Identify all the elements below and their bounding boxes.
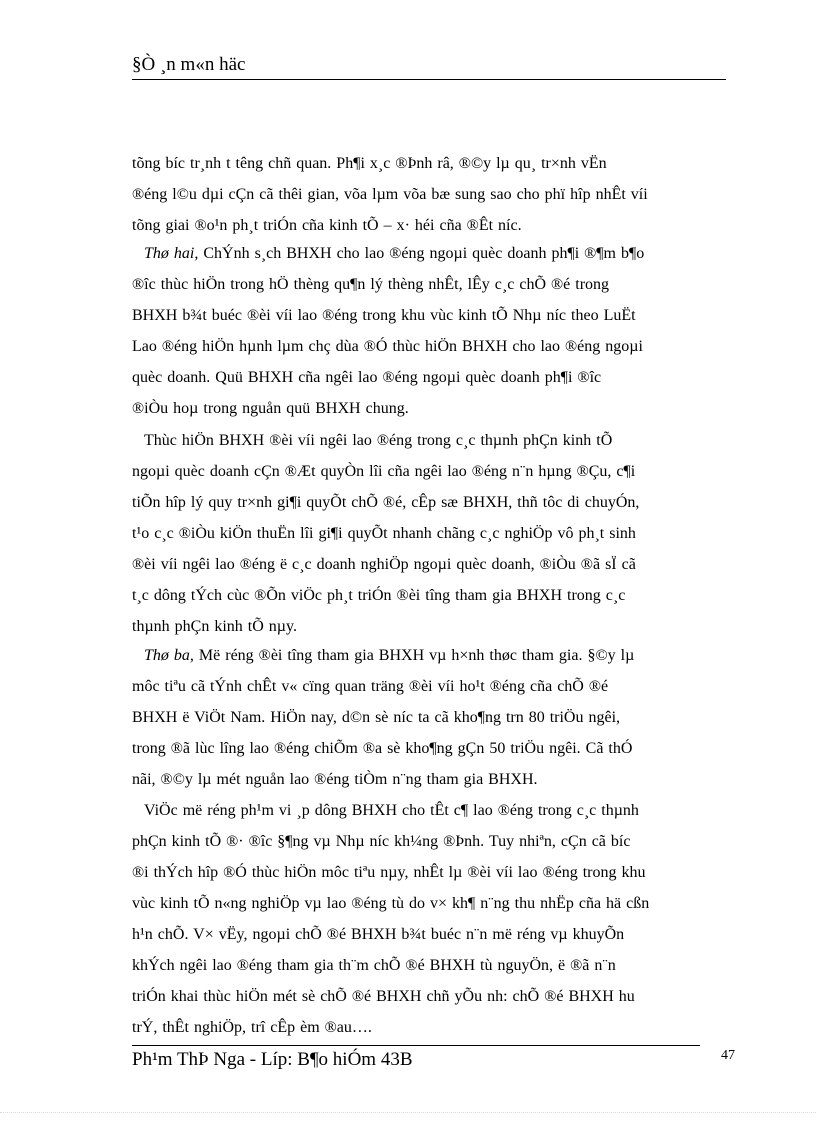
page-header bbox=[132, 52, 726, 82]
header-rule bbox=[132, 79, 726, 80]
text-line: triÓn khai thùc hiÖn mét sè chÕ ®é BHXH chñ yÕu nh: chÕ ®é BHXH hu bbox=[132, 988, 635, 1005]
page-number: 47 bbox=[721, 1048, 735, 1063]
paragraph-start-line: ViÖc më réng ph¹m vi ¸p dông BHXH cho tÊt c¶ lao ®éng trong c¸c thµnh bbox=[144, 802, 639, 819]
paragraph-start-line bbox=[144, 645, 634, 667]
document-title: §Ò ¸n m«n häc bbox=[132, 54, 246, 75]
page-bottom-border bbox=[0, 1112, 816, 1113]
text-line: tõng bíc tr¸nh t têng chñ quan. Ph¶i x¸c ®Þnh râ, ®©y lµ qu¸ tr×nh vËn bbox=[132, 155, 607, 172]
text-line: ®iÒu hoµ trong nguån quü BHXH chung. bbox=[132, 400, 409, 417]
text-line: phÇn kinh tÕ ®· ®îc §¶ng vµ Nhµ níc kh¼ng ®Þnh. Tuy nhiªn, cÇn cã bíc bbox=[132, 833, 631, 850]
paragraph-lead: Thø ba, bbox=[144, 647, 194, 664]
text-line: trÝ, thÊt nghiÖp, trî cÊp èm ®au…. bbox=[132, 1019, 372, 1036]
text-segment: ChÝnh s¸ch BHXH cho lao ®éng ngoµi quèc doanh ph¶i ®¶m b¶o bbox=[198, 245, 645, 262]
text-line: ®i thÝch hîp ®Ó thùc hiÖn môc tiªu nµy, nhÊt lµ ®èi víi lao ®éng trong khu bbox=[132, 864, 646, 881]
text-line: ®îc thùc hiÖn trong hÖ thèng qu¶n lý thèng nhÊt, lÊy c¸c chÕ ®é trong bbox=[132, 276, 610, 293]
text-line: khÝch ngêi lao ®éng tham gia th¨m chÕ ®é BHXH tù nguyÖn, ë ®ã n¨n bbox=[132, 957, 616, 974]
text-segment: Më réng ®èi tîng tham gia BHXH vµ h×nh thøc tham gia. §©y lµ bbox=[193, 647, 635, 664]
text-line: h¹n chÕ. V× vËy, ngoµi chÕ ®é BHXH b¾t buéc n¨n më réng vµ khuyÕn bbox=[132, 926, 625, 943]
text-line: BHXH b¾t buéc ®èi víi lao ®éng trong khu vùc kinh tÕ Nhµ níc theo LuËt bbox=[132, 307, 636, 324]
text-line: t¹o c¸c ®iÒu kiÖn thuËn lîi gi¶i quyÕt nhanh chãng c¸c nghiÖp vô ph¸t sinh bbox=[132, 525, 636, 542]
text-line: BHXH ë ViÖt Nam. HiÖn nay, d©n sè níc ta cã kho¶ng trn 80 triÖu ngêi, bbox=[132, 709, 621, 726]
paragraph-lead: Thø hai, bbox=[144, 245, 199, 262]
text-line: tiÕn hîp lý quy tr×nh gi¶i quyÕt chÕ ®é, cÊp sæ BHXH, thñ tôc di chuyÓn, bbox=[132, 494, 640, 511]
text-line: ®éng l©u dµi cÇn cã thêi gian, võa lµm võa bæ sung sao cho phï hîp nhÊt víi bbox=[132, 186, 648, 203]
text-line: nãi, ®©y lµ mét nguån lao ®éng tiÒm n¨ng tham gia BHXH. bbox=[132, 771, 538, 788]
text-line: vùc kinh tÕ n«ng nghiÖp vµ lao ®éng tù do v× kh¶ n¨ng thu nhËp cña hä cßn bbox=[132, 895, 650, 912]
text-line: ®èi víi ngêi lao ®éng ë c¸c doanh nghiÖp ngoµi quèc doanh, ®iÒu ®ã sÏ cã bbox=[132, 556, 636, 573]
footer-author: Ph¹m ThÞ Nga - Líp: B¶o hiÓm 43B bbox=[132, 1049, 413, 1070]
text-line: tõng giai ®o¹n ph¸t triÓn cña kinh tÕ – x· héi cña ®Êt níc. bbox=[132, 217, 522, 234]
text-line: trong ®ã lùc lîng lao ®éng chiÕm ®a sè kho¶ng gÇn 50 triÖu ngêi. Cã thÓ bbox=[132, 740, 633, 757]
text-line: quèc doanh. Quü BHXH cña ngêi lao ®éng ngoµi quèc doanh ph¶i ®îc bbox=[132, 369, 602, 386]
text-line: Lao ®éng hiÖn hµnh lµm chç dùa ®Ó thùc hiÖn BHXH cho lao ®éng ngoµi bbox=[132, 338, 643, 355]
text-line: t¸c dông tÝch cùc ®Õn viÖc ph¸t triÓn ®èi tîng tham gia BHXH trong c¸c bbox=[132, 587, 626, 604]
paragraph-start-line: Thùc hiÖn BHXH ®èi víi ngêi lao ®éng trong c¸c thµnh phÇn kinh tÕ bbox=[144, 432, 613, 449]
text-line: thµnh phÇn kinh tÕ nµy. bbox=[132, 618, 297, 635]
footer-rule bbox=[132, 1045, 700, 1046]
paragraph-start-line bbox=[144, 243, 644, 265]
text-line: ngoµi quèc doanh cÇn ®Æt quyÒn lîi cña ngêi lao ®éng n¨n hµng ®Çu, c¶i bbox=[132, 463, 636, 480]
text-line: môc tiªu cã tÝnh chÊt v« cïng quan träng ®èi víi ho¹t ®éng cña chÕ ®é bbox=[132, 678, 609, 695]
